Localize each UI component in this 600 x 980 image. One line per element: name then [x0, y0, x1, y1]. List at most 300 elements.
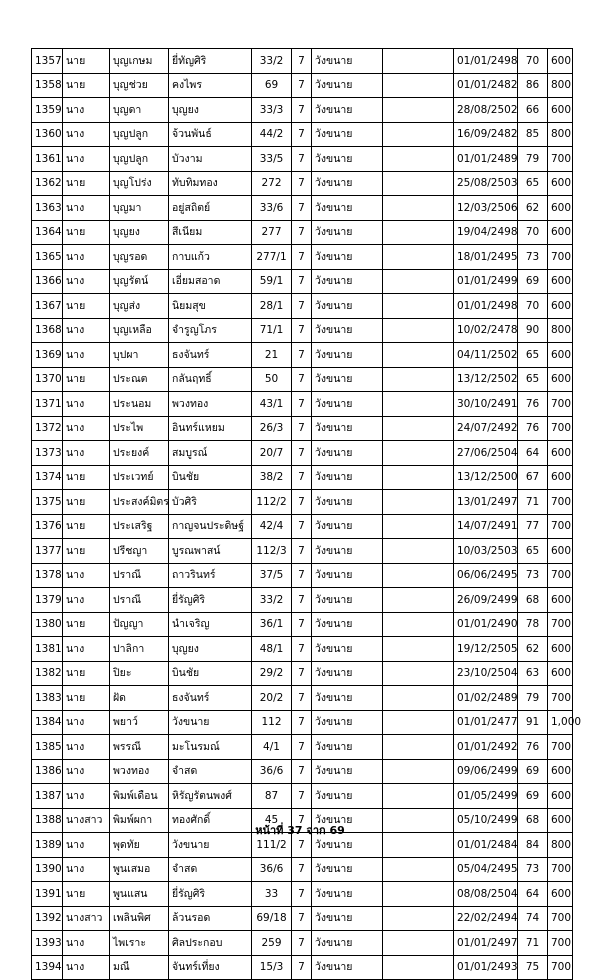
moo-cell: 7 [292, 416, 312, 441]
title-prefix-cell: นางสาว [63, 906, 110, 931]
age-cell: 74 [518, 906, 548, 931]
house-number-cell: 21 [252, 343, 292, 368]
moo-cell: 7 [292, 441, 312, 466]
birth-date-cell: 22/02/2494 [454, 906, 518, 931]
village-cell: วังขนาย [312, 661, 383, 686]
house-number-cell: 36/1 [252, 612, 292, 637]
moo-cell: 7 [292, 612, 312, 637]
house-number-cell: 50 [252, 367, 292, 392]
village-cell: วังขนาย [312, 441, 383, 466]
table-row [32, 539, 573, 564]
row-number-cell: 1369 [32, 343, 63, 368]
age-cell: 68 [518, 588, 548, 613]
moo-cell: 7 [292, 637, 312, 662]
birth-date-cell: 30/10/2491 [454, 392, 518, 417]
allowance-amount-cell: 700 [548, 906, 573, 931]
first-name-cell: ประสงค์มิตร [110, 490, 169, 515]
allowance-amount-cell: 600 [548, 343, 573, 368]
house-number-cell: 44/2 [252, 122, 292, 147]
age-cell: 64 [518, 882, 548, 907]
village-cell: วังขนาย [312, 563, 383, 588]
last-name-cell: ทองศักดิ์ [169, 808, 252, 833]
last-name-cell: นิยมสุข [169, 294, 252, 319]
age-cell: 70 [518, 220, 548, 245]
title-prefix-cell: นาย [63, 539, 110, 564]
row-number-cell: 1360 [32, 122, 63, 147]
first-name-cell: บุญมา [110, 196, 169, 221]
last-name-cell: ธงจันทร์ [169, 686, 252, 711]
house-number-cell: 36/6 [252, 857, 292, 882]
table-row [32, 637, 573, 662]
blank-cell-cell [383, 147, 454, 172]
house-number-cell: 112 [252, 710, 292, 735]
last-name-cell: พวงทอง [169, 392, 252, 417]
blank-cell-cell [383, 882, 454, 907]
row-number-cell: 1377 [32, 539, 63, 564]
village-cell: วังขนาย [312, 514, 383, 539]
first-name-cell: ไพเราะ [110, 931, 169, 956]
age-cell: 69 [518, 759, 548, 784]
blank-cell-cell [383, 857, 454, 882]
house-number-cell: 259 [252, 931, 292, 956]
age-cell: 67 [518, 465, 548, 490]
title-prefix-cell: นาง [63, 588, 110, 613]
birth-date-cell: 19/04/2498 [454, 220, 518, 245]
first-name-cell: ประนอม [110, 392, 169, 417]
table-row [32, 343, 573, 368]
title-prefix-cell: นาง [63, 563, 110, 588]
row-number-cell: 1357 [32, 49, 63, 74]
title-prefix-cell: นาง [63, 343, 110, 368]
title-prefix-cell: นาง [63, 735, 110, 760]
table-row [32, 686, 573, 711]
row-number-cell: 1380 [32, 612, 63, 637]
house-number-cell: 36/6 [252, 759, 292, 784]
title-prefix-cell: นาย [63, 171, 110, 196]
moo-cell: 7 [292, 269, 312, 294]
last-name-cell: อยู่สถิตย์ [169, 196, 252, 221]
title-prefix-cell: นาง [63, 196, 110, 221]
allowance-amount-cell: 700 [548, 955, 573, 980]
allowance-amount-cell: 600 [548, 49, 573, 74]
house-number-cell: 33/6 [252, 196, 292, 221]
table-row [32, 735, 573, 760]
table-row [32, 588, 573, 613]
last-name-cell: เอี่ยมสอาด [169, 269, 252, 294]
blank-cell-cell [383, 294, 454, 319]
birth-date-cell: 18/01/2495 [454, 245, 518, 270]
birth-date-cell: 13/12/2502 [454, 367, 518, 392]
village-cell: วังขนาย [312, 343, 383, 368]
last-name-cell: นำเจริญ [169, 612, 252, 637]
moo-cell: 7 [292, 882, 312, 907]
village-cell: วังขนาย [312, 73, 383, 98]
moo-cell: 7 [292, 514, 312, 539]
age-cell: 65 [518, 367, 548, 392]
house-number-cell: 277 [252, 220, 292, 245]
first-name-cell: ประไพ [110, 416, 169, 441]
moo-cell: 7 [292, 490, 312, 515]
blank-cell-cell [383, 196, 454, 221]
blank-cell-cell [383, 710, 454, 735]
title-prefix-cell: นาย [63, 882, 110, 907]
row-number-cell: 1383 [32, 686, 63, 711]
blank-cell-cell [383, 367, 454, 392]
first-name-cell: พิมพ์เดือน [110, 784, 169, 809]
house-number-cell: 38/2 [252, 465, 292, 490]
blank-cell-cell [383, 686, 454, 711]
last-name-cell: หิรัญรัตนพงศ์ [169, 784, 252, 809]
row-number-cell: 1371 [32, 392, 63, 417]
allowance-amount-cell: 800 [548, 122, 573, 147]
village-cell: วังขนาย [312, 465, 383, 490]
village-cell: วังขนาย [312, 49, 383, 74]
allowance-amount-cell: 600 [548, 465, 573, 490]
age-cell: 65 [518, 171, 548, 196]
table-row [32, 318, 573, 343]
first-name-cell: บุญเกษม [110, 49, 169, 74]
moo-cell: 7 [292, 171, 312, 196]
birth-date-cell: 06/06/2495 [454, 563, 518, 588]
moo-cell: 7 [292, 906, 312, 931]
allowance-amount-cell: 600 [548, 98, 573, 123]
birth-date-cell: 25/08/2503 [454, 171, 518, 196]
title-prefix-cell: นาง [63, 857, 110, 882]
birth-date-cell: 23/10/2504 [454, 661, 518, 686]
age-cell: 62 [518, 196, 548, 221]
last-name-cell: ธงจันทร์ [169, 343, 252, 368]
village-cell: วังขนาย [312, 147, 383, 172]
village-cell: วังขนาย [312, 955, 383, 980]
table-row [32, 710, 573, 735]
village-cell: วังขนาย [312, 367, 383, 392]
title-prefix-cell: นาย [63, 612, 110, 637]
blank-cell-cell [383, 588, 454, 613]
house-number-cell: 33/2 [252, 49, 292, 74]
allowance-amount-cell: 600 [548, 220, 573, 245]
birth-date-cell: 26/09/2499 [454, 588, 518, 613]
title-prefix-cell: นาง [63, 759, 110, 784]
house-number-cell: 71/1 [252, 318, 292, 343]
blank-cell-cell [383, 637, 454, 662]
title-prefix-cell: นาย [63, 490, 110, 515]
village-cell: วังขนาย [312, 686, 383, 711]
age-cell: 70 [518, 294, 548, 319]
birth-date-cell: 01/01/2497 [454, 931, 518, 956]
title-prefix-cell: นาง [63, 833, 110, 858]
birth-date-cell: 01/01/2482 [454, 73, 518, 98]
title-prefix-cell: นาง [63, 98, 110, 123]
blank-cell-cell [383, 245, 454, 270]
village-cell: วังขนาย [312, 490, 383, 515]
title-prefix-cell: นาง [63, 637, 110, 662]
blank-cell-cell [383, 784, 454, 809]
house-number-cell: 37/5 [252, 563, 292, 588]
moo-cell: 7 [292, 196, 312, 221]
house-number-cell: 33/3 [252, 98, 292, 123]
row-number-cell: 1379 [32, 588, 63, 613]
row-number-cell: 1367 [32, 294, 63, 319]
allowance-amount-cell: 700 [548, 147, 573, 172]
birth-date-cell: 28/08/2502 [454, 98, 518, 123]
title-prefix-cell: นาย [63, 514, 110, 539]
first-name-cell: ประณต [110, 367, 169, 392]
birth-date-cell: 01/01/2498 [454, 49, 518, 74]
age-cell: 84 [518, 833, 548, 858]
blank-cell-cell [383, 465, 454, 490]
row-number-cell: 1359 [32, 98, 63, 123]
row-number-cell: 1384 [32, 710, 63, 735]
table-row [32, 465, 573, 490]
first-name-cell: มณี [110, 955, 169, 980]
house-number-cell: 15/3 [252, 955, 292, 980]
allowance-amount-cell: 700 [548, 735, 573, 760]
moo-cell: 7 [292, 661, 312, 686]
first-name-cell: ฝัด [110, 686, 169, 711]
moo-cell: 7 [292, 49, 312, 74]
age-cell: 73 [518, 245, 548, 270]
blank-cell-cell [383, 98, 454, 123]
first-name-cell: พิมพ์ผกา [110, 808, 169, 833]
house-number-cell: 42/4 [252, 514, 292, 539]
village-cell: วังขนาย [312, 122, 383, 147]
table-row [32, 563, 573, 588]
row-number-cell: 1394 [32, 955, 63, 980]
last-name-cell: สมบูรณ์ [169, 441, 252, 466]
age-cell: 64 [518, 441, 548, 466]
last-name-cell: ล้วนรอด [169, 906, 252, 931]
house-number-cell: 272 [252, 171, 292, 196]
table-row [32, 171, 573, 196]
row-number-cell: 1378 [32, 563, 63, 588]
title-prefix-cell: นาง [63, 416, 110, 441]
blank-cell-cell [383, 220, 454, 245]
age-cell: 66 [518, 98, 548, 123]
allowance-amount-cell: 600 [548, 269, 573, 294]
moo-cell: 7 [292, 784, 312, 809]
house-number-cell: 69/18 [252, 906, 292, 931]
row-number-cell: 1382 [32, 661, 63, 686]
allowance-amount-cell: 600 [548, 294, 573, 319]
row-number-cell: 1390 [32, 857, 63, 882]
village-cell: วังขนาย [312, 98, 383, 123]
village-cell: วังขนาย [312, 245, 383, 270]
first-name-cell: พูนแสน [110, 882, 169, 907]
moo-cell: 7 [292, 392, 312, 417]
row-number-cell: 1393 [32, 931, 63, 956]
village-cell: วังขนาย [312, 294, 383, 319]
allowance-amount-cell: 600 [548, 588, 573, 613]
blank-cell-cell [383, 539, 454, 564]
allowance-amount-cell: 700 [548, 245, 573, 270]
first-name-cell: ปาลิกา [110, 637, 169, 662]
village-cell: วังขนาย [312, 588, 383, 613]
last-name-cell: จ้วนพันธ์ [169, 122, 252, 147]
blank-cell-cell [383, 931, 454, 956]
page-footer: หน้าที่ 37 จาก 69 [255, 824, 345, 837]
age-cell: 79 [518, 686, 548, 711]
title-prefix-cell: นาง [63, 392, 110, 417]
house-number-cell: 59/1 [252, 269, 292, 294]
birth-date-cell: 01/01/2498 [454, 294, 518, 319]
moo-cell: 7 [292, 759, 312, 784]
allowance-amount-cell: 600 [548, 171, 573, 196]
last-name-cell: บูรณพาสน์ [169, 539, 252, 564]
birth-date-cell: 01/01/2484 [454, 833, 518, 858]
moo-cell: 7 [292, 294, 312, 319]
row-number-cell: 1385 [32, 735, 63, 760]
title-prefix-cell: นาง [63, 931, 110, 956]
village-cell: วังขนาย [312, 784, 383, 809]
blank-cell-cell [383, 171, 454, 196]
house-number-cell: 33/5 [252, 147, 292, 172]
house-number-cell: 20/2 [252, 686, 292, 711]
allowance-amount-cell: 600 [548, 441, 573, 466]
moo-cell: 7 [292, 588, 312, 613]
house-number-cell: 111/2 [252, 833, 292, 858]
table-row [32, 612, 573, 637]
last-name-cell: ศิลประกอบ [169, 931, 252, 956]
moo-cell: 7 [292, 539, 312, 564]
house-number-cell: 20/7 [252, 441, 292, 466]
title-prefix-cell: นาง [63, 710, 110, 735]
allowance-amount-cell: 1,000 [548, 710, 573, 735]
table-row [32, 294, 573, 319]
allowance-amount-cell: 600 [548, 808, 573, 833]
moo-cell: 7 [292, 318, 312, 343]
birth-date-cell: 24/07/2492 [454, 416, 518, 441]
last-name-cell: จำรูญโภร [169, 318, 252, 343]
last-name-cell: ยี่ทัญศิริ [169, 49, 252, 74]
table-row [32, 269, 573, 294]
blank-cell-cell [383, 735, 454, 760]
allowance-amount-cell: 700 [548, 686, 573, 711]
first-name-cell: ปราณี [110, 563, 169, 588]
village-cell: วังขนาย [312, 539, 383, 564]
table-row [32, 73, 573, 98]
beneficiary-table [31, 48, 582, 980]
age-cell: 68 [518, 808, 548, 833]
moo-cell: 7 [292, 245, 312, 270]
title-prefix-cell: นาย [63, 367, 110, 392]
moo-cell: 7 [292, 367, 312, 392]
village-cell: วังขนาย [312, 220, 383, 245]
birth-date-cell: 10/03/2503 [454, 539, 518, 564]
birth-date-cell: 13/12/2500 [454, 465, 518, 490]
house-number-cell: 48/1 [252, 637, 292, 662]
birth-date-cell: 08/08/2504 [454, 882, 518, 907]
last-name-cell: สีเนียม [169, 220, 252, 245]
first-name-cell: บุญปลูก [110, 122, 169, 147]
house-number-cell: 33 [252, 882, 292, 907]
last-name-cell: วังขนาย [169, 710, 252, 735]
last-name-cell: บัวศิริ [169, 490, 252, 515]
table-row [32, 931, 573, 956]
title-prefix-cell: นาง [63, 441, 110, 466]
house-number-cell: 112/3 [252, 539, 292, 564]
first-name-cell: บุญปลูก [110, 147, 169, 172]
moo-cell: 7 [292, 857, 312, 882]
allowance-amount-cell: 600 [548, 759, 573, 784]
blank-cell-cell [383, 955, 454, 980]
first-name-cell: บุญรัตน์ [110, 269, 169, 294]
moo-cell: 7 [292, 73, 312, 98]
table-row [32, 147, 573, 172]
birth-date-cell: 19/12/2505 [454, 637, 518, 662]
village-cell: วังขนาย [312, 392, 383, 417]
last-name-cell: ยี่รัญศิริ [169, 882, 252, 907]
age-cell: 70 [518, 49, 548, 74]
blank-cell-cell [383, 759, 454, 784]
first-name-cell: เพลินพิศ [110, 906, 169, 931]
age-cell: 65 [518, 343, 548, 368]
last-name-cell: คงไพร [169, 73, 252, 98]
first-name-cell: ปราณี [110, 588, 169, 613]
row-number-cell: 1364 [32, 220, 63, 245]
blank-cell-cell [383, 514, 454, 539]
first-name-cell: ประเสริฐ [110, 514, 169, 539]
table-body [32, 49, 582, 980]
birth-date-cell: 01/05/2499 [454, 784, 518, 809]
birth-date-cell: 09/06/2499 [454, 759, 518, 784]
village-cell: วังขนาย [312, 710, 383, 735]
age-cell: 76 [518, 416, 548, 441]
row-number-cell: 1362 [32, 171, 63, 196]
birth-date-cell: 05/04/2495 [454, 857, 518, 882]
house-number-cell: 28/1 [252, 294, 292, 319]
age-cell: 91 [518, 710, 548, 735]
row-number-cell: 1388 [32, 808, 63, 833]
age-cell: 63 [518, 661, 548, 686]
row-number-cell: 1391 [32, 882, 63, 907]
age-cell: 65 [518, 539, 548, 564]
last-name-cell: บุญยง [169, 98, 252, 123]
last-name-cell: จันทร์เที่ยง [169, 955, 252, 980]
house-number-cell: 45 [252, 808, 292, 833]
village-cell: วังขนาย [312, 833, 383, 858]
village-cell: วังขนาย [312, 931, 383, 956]
village-cell: วังขนาย [312, 808, 383, 833]
age-cell: 76 [518, 392, 548, 417]
age-cell: 73 [518, 857, 548, 882]
title-prefix-cell: นาย [63, 686, 110, 711]
age-cell: 78 [518, 612, 548, 637]
village-cell: วังขนาย [312, 196, 383, 221]
blank-cell-cell [383, 343, 454, 368]
table-row [32, 441, 573, 466]
row-number-cell: 1373 [32, 441, 63, 466]
birth-date-cell: 10/02/2478 [454, 318, 518, 343]
last-name-cell: กาญจนประดิษฐ์ [169, 514, 252, 539]
first-name-cell: พรรณี [110, 735, 169, 760]
last-name-cell: ทับทิมทอง [169, 171, 252, 196]
title-prefix-cell: นาย [63, 73, 110, 98]
last-name-cell: จำสด [169, 857, 252, 882]
moo-cell: 7 [292, 686, 312, 711]
first-name-cell: ประเวทย์ [110, 465, 169, 490]
title-prefix-cell: นาง [63, 147, 110, 172]
allowance-amount-cell: 700 [548, 490, 573, 515]
birth-date-cell: 05/10/2499 [454, 808, 518, 833]
title-prefix-cell: นางสาว [63, 808, 110, 833]
village-cell: วังขนาย [312, 857, 383, 882]
row-number-cell: 1363 [32, 196, 63, 221]
row-number-cell: 1376 [32, 514, 63, 539]
table-row [32, 759, 573, 784]
moo-cell: 7 [292, 710, 312, 735]
first-name-cell: บุญเหลือ [110, 318, 169, 343]
last-name-cell: บัวงาม [169, 147, 252, 172]
